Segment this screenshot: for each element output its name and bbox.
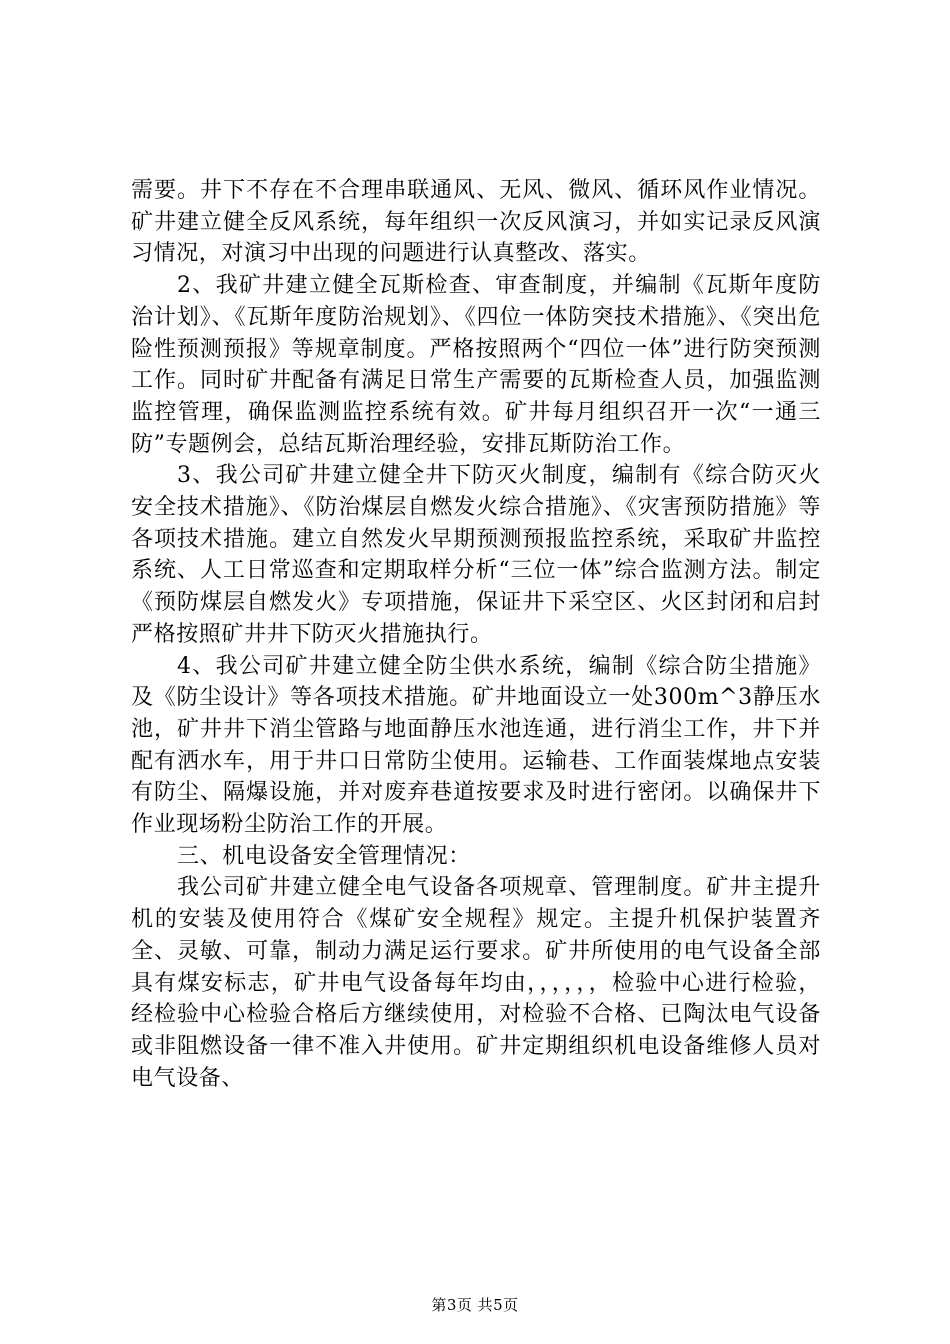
document-body (131, 175, 821, 1094)
section-heading-electromechanical: 三、机电设备安全管理情况： (177, 843, 471, 869)
paragraph-dust-prevention: 4、我公司矿井建立健全防尘供水系统，编制《综合防尘措施》及《防尘设计》等各项技术措施。矿井地面设立一处300m^3静压水池，矿井井下消尘管路与地面静压水池连通，进行消尘工作，井下并配有洒水车，用于井口日常防尘使用。运输巷、工作面装煤地点安装有防尘、隔爆设施，并对废弃巷道按要求及时进行密闭。以确保井下作业现场粉尘防治工作的开展。 (131, 653, 821, 838)
paragraph-electrical-equipment: 我公司矿井建立健全电气设备各项规章、管理制度。矿井主提升机的安装及使用符合《煤矿安全规程》规定。主提升机保护装置齐全、灵敏、可靠，制动力满足运行要求。矿井所使用的电气设备全部具有煤安标志，矿井电气设备每年均由，，，，，，检验中心进行检验，经检验中心检验合格后方继续使用，对检验不合格、已陶汰电气设备或非阻燃设备一律不准入井使用。矿井定期组织机电设备维修人员对电气设备、 (131, 875, 821, 1091)
paragraph-ventilation-continued: 需要。井下不存在不合理串联通风、无风、微风、循环风作业情况。矿井建立健全反风系统，每年组织一次反风演习，并如实记录反风演习情况，对演习中出现的问题进行认真整改、落实。 (131, 178, 821, 267)
paragraph-gas-management: 2、我矿井建立健全瓦斯检查、审查制度，并编制《瓦斯年度防治计划》、《瓦斯年度防治规划》、《四位一体防突技术措施》、《突出危险性预测预报》等规章制度。严格按照两个“四位一体”进行防突预测工作。同时矿井配备有满足日常生产需要的瓦斯检查人员，加强监测监控管理，确保监测监控系统有效。矿井每月组织召开一次“一通三防”专题例会，总结瓦斯治理经验，安排瓦斯防治工作。 (131, 273, 821, 457)
page-number-footer: 第3页 共5页 (431, 1296, 519, 1314)
paragraph-fire-prevention: 3、我公司矿井建立健全井下防灭火制度，编制有《综合防灭火安全技术措施》、《防治煤层自燃发火综合措施》、《灾害预防措施》等各项技术措施。建立自然发火早期预测预报监控系统，采取矿井监控系统、人工日常巡查和定期取样分析“三位一体”综合监测方法。制定《预防煤层自燃发火》专项措施，保证井下采空区、火区封闭和启封严格按照矿井井下防灭火措施执行。 (131, 463, 821, 647)
